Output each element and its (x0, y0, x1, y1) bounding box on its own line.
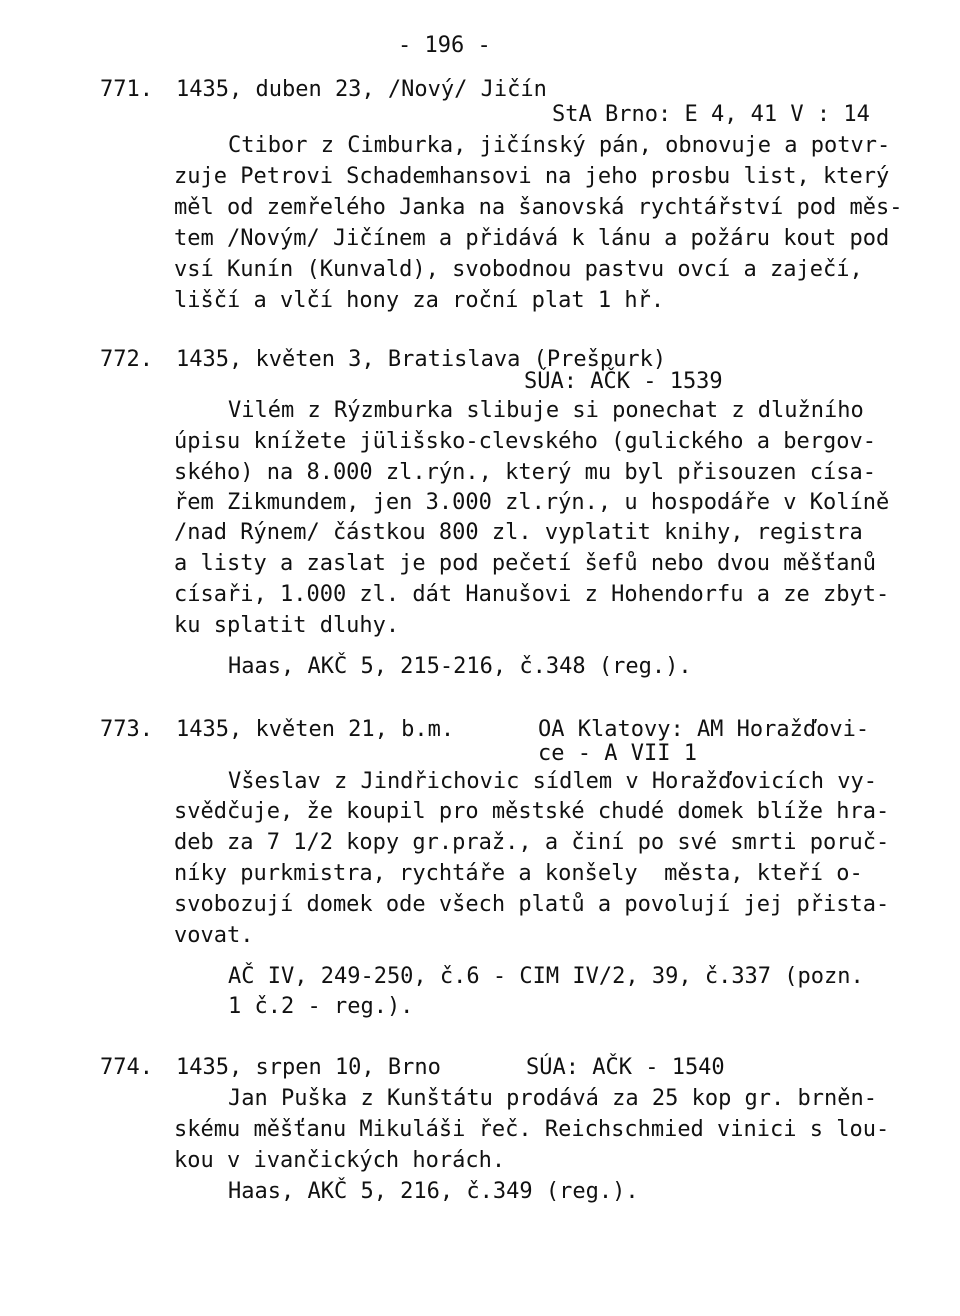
entry-text-line: a listy a zaslat je pod pečetí šefů nebo dvou měšťanů (174, 551, 876, 576)
entry-text-line: ského) na 8.000 zl.rýn., který mu byl přisouzen císa- (174, 460, 876, 485)
entry-text-line: svědčuje, že koupil pro městské chudé domek blíže hra- (174, 799, 890, 824)
entry-source: StA Brno: E 4, 41 V : 14 (552, 102, 870, 127)
entry-text-line: úpisu knížete jülišsko-clevského (gulického a bergov- (174, 429, 876, 454)
entry-text-line: řem Zikmundem, jen 3.000 zl.rýn., u hospodáře v Kolíně (174, 490, 890, 515)
entry-reference: AČ IV, 249-250, č.6 - CIM IV/2, 39, č.337 (pozn. (228, 964, 864, 989)
entry-number: 772. (100, 347, 153, 372)
entry-text-line: Všeslav z Jindřichovic sídlem v Horažďovicích vy- (228, 769, 878, 794)
entry-number: 771. (100, 77, 153, 102)
entry-text-line: vovat. (174, 923, 254, 948)
entry-reference: 1 č.2 - reg.). (228, 994, 414, 1019)
entry-source: ce - A VII 1 (538, 741, 697, 766)
entry-heading: 1435, duben 23, /Nový/ Jičín (176, 77, 547, 102)
entry-reference: Haas, AKČ 5, 216, č.349 (reg.). (228, 1179, 639, 1204)
entry-text-line: zuje Petrovi Schademhansovi na jeho prosbu list, který (174, 164, 890, 189)
entry-text-line: Vilém z Rýzmburka slibuje si ponechat z dlužního (228, 398, 864, 423)
entry-heading: 1435, srpen 10, Brno (176, 1055, 441, 1080)
entry-text-line: kou v ivančických horách. (174, 1148, 506, 1173)
entry-text-line: císaři, 1.000 zl. dát Hanušovi z Hohendorfu a ze zbyt- (174, 582, 890, 607)
entry-text-line: tem /Novým/ Jičínem a přidává k lánu a požáru kout pod (174, 226, 890, 251)
entry-source: SÚA: AČK - 1539 (524, 369, 723, 394)
entry-text-line: /nad Rýnem/ částkou 800 zl. vyplatit knihy, registra (174, 520, 863, 545)
entry-text-line: svobozují domek ode všech platů a povolují jej přista- (174, 892, 890, 917)
entry-text-line: Jan Puška z Kunštátu prodává za 25 kop gr. brněn- (228, 1086, 878, 1111)
entry-number: 774. (100, 1055, 153, 1080)
entry-text-line: Ctibor z Cimburka, jičínský pán, obnovuje a potvr- (228, 133, 891, 158)
entry-text-line: níky purkmistra, rychtáře a konšely města, kteří o- (174, 861, 863, 886)
entry-text-line: skému měšťanu Mikuláši řeč. Reichschmied vinici s lou- (174, 1117, 890, 1142)
entry-source: OA Klatovy: AM Horažďovi- (538, 717, 870, 742)
entry-text-line: liščí a vlčí hony za roční plat 1 hř. (174, 288, 665, 313)
entry-text-line: vsí Kunín (Kunvald), svobodnou pastvu ovcí a zaječí, (174, 257, 863, 282)
entry-source: SÚA: AČK - 1540 (526, 1055, 725, 1080)
entry-heading: 1435, květen 3, Bratislava (Prešpurk) (176, 347, 667, 372)
entry-number: 773. (100, 717, 153, 742)
entry-reference: Haas, AKČ 5, 215-216, č.348 (reg.). (228, 654, 692, 679)
page-number: - 196 - (398, 33, 491, 58)
entry-text-line: měl od zemřelého Janka na šanovská rychtářství pod měs- (174, 195, 903, 220)
entry-heading: 1435, květen 21, b.m. (176, 717, 455, 742)
entry-text-line: ku splatit dluhy. (174, 613, 400, 638)
entry-text-line: deb za 7 1/2 kopy gr.praž., a činí po své smrti poruč- (174, 830, 890, 855)
